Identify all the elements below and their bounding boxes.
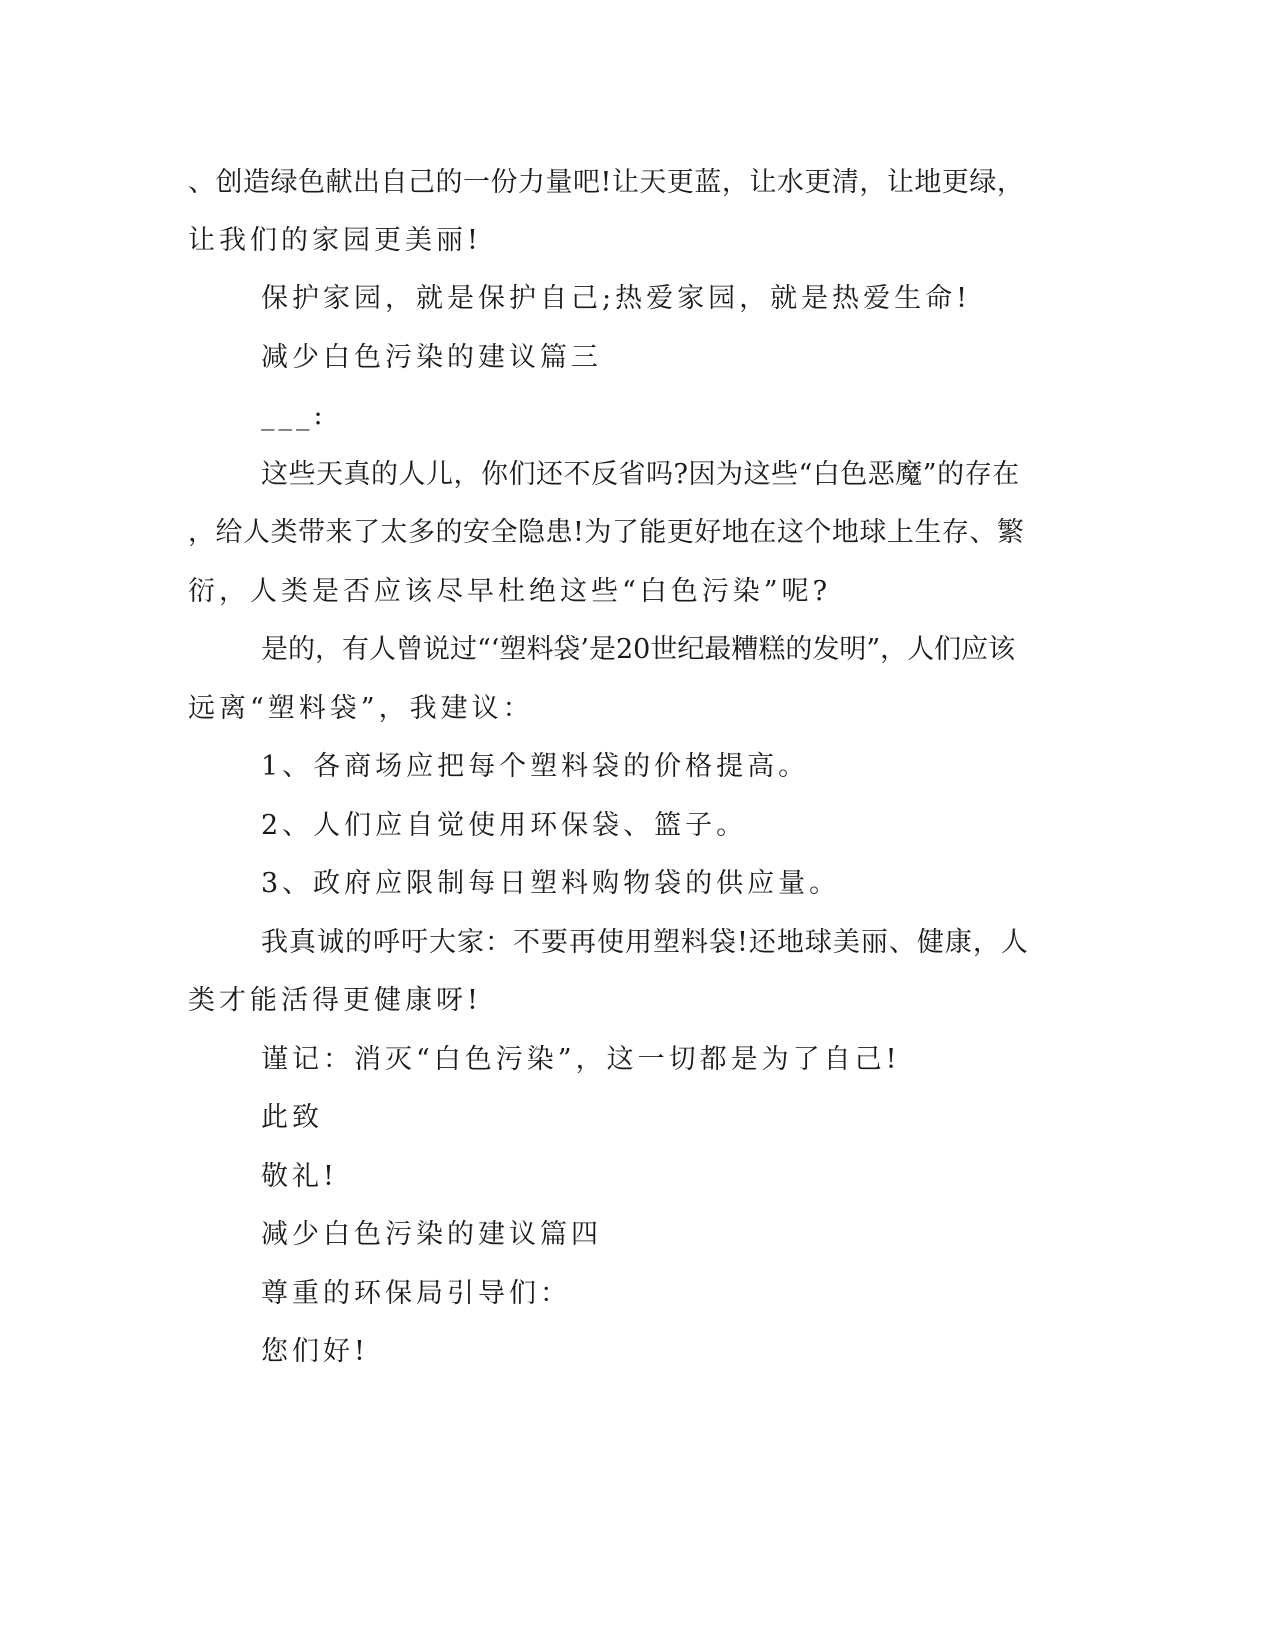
- list-item: 1、各商场应把每个塑料袋的价格提高。: [261, 751, 810, 782]
- text-line: ，给人类带来了太多的安全隐患!为了能更好地在这个地球上生存、繁: [188, 517, 1025, 548]
- closing-line: 此致: [261, 1102, 323, 1133]
- text-line: 谨记：消灭“白色污染”，这一切都是为了自己!: [261, 1044, 901, 1075]
- text-line: 远离“塑料袋”，我建议：: [188, 693, 534, 724]
- text-line: 我真诚的呼吁大家：不要再使用塑料袋!还地球美丽、健康，人: [261, 927, 1029, 958]
- text-line: 是的，有人曾说过“‘塑料袋’是20世纪最糟糕的发明”，人们应该: [261, 634, 1016, 665]
- salutation: 尊重的环保局引导们：: [261, 1278, 571, 1309]
- list-item: 3、政府应限制每日塑料购物袋的供应量。: [261, 868, 841, 899]
- text-line: 衍，人类是否应该尽早杜绝这些“白色污染”呢?: [188, 576, 832, 607]
- text-line: 保护家园，就是保护自己;热爱家园，就是热爱生命!: [261, 283, 971, 314]
- text-line: 让我们的家园更美丽!: [188, 225, 482, 256]
- section-heading: 减少白色污染的建议篇四: [261, 1219, 602, 1250]
- section-heading: 减少白色污染的建议篇三: [261, 342, 602, 373]
- closing-line: 敬礼!: [261, 1161, 338, 1192]
- text-line: 这些天真的人儿，你们还不反省吗?因为这些“白色恶魔”的存在: [261, 459, 1020, 490]
- salutation-blank: ___:: [261, 400, 327, 431]
- list-item: 2、人们应自觉使用环保袋、篮子。: [261, 810, 748, 841]
- text-line: 类才能活得更健康呀!: [188, 985, 482, 1016]
- greeting: 您们好!: [261, 1336, 369, 1367]
- text-line: 、创造绿色献出自己的一份力量吧!让天更蓝，让水更清，让地更绿，: [188, 167, 1025, 198]
